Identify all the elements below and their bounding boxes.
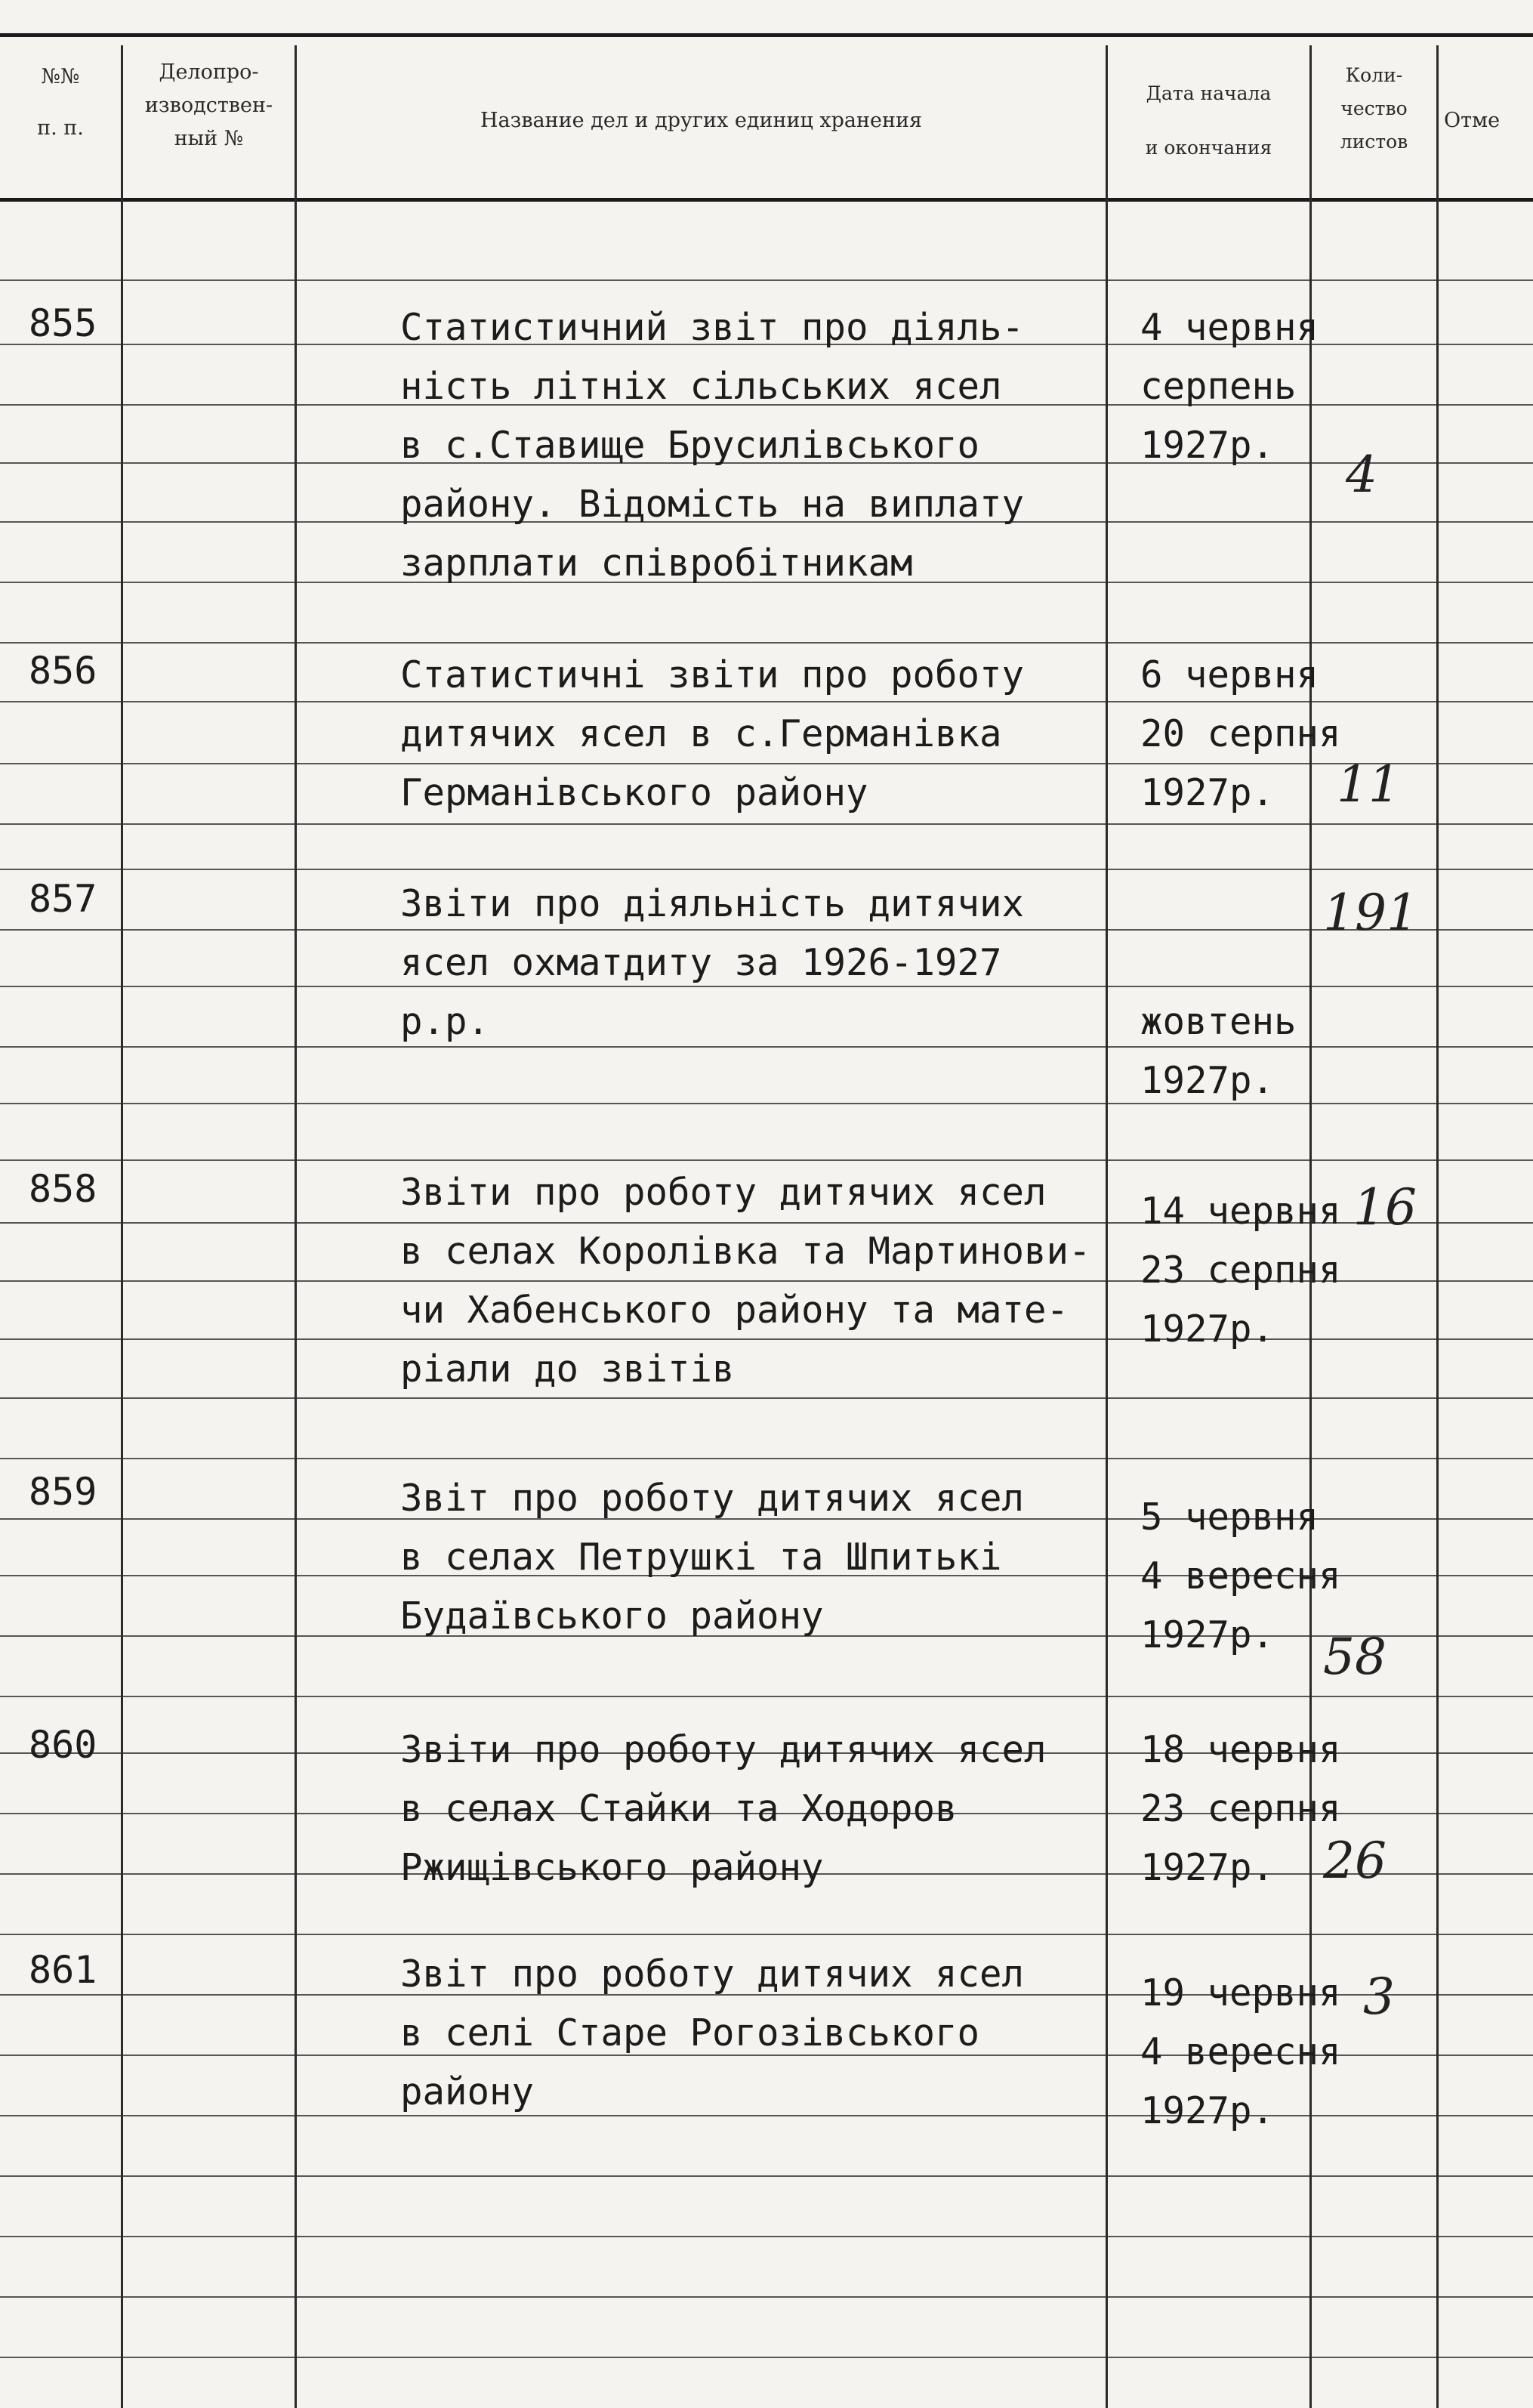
ruled-line	[1108, 2357, 1309, 2358]
ruled-line	[1439, 1575, 1533, 1576]
ruled-line	[1439, 2115, 1533, 2116]
ruled-line	[0, 1103, 121, 1104]
ruled-line	[123, 1575, 295, 1576]
record-dates: 18 червня 23 серпня 1927р.	[1140, 1728, 1341, 1889]
ruled-line	[1312, 1458, 1436, 1459]
record-number: 855	[29, 301, 97, 345]
ruled-line	[123, 642, 295, 644]
ruled-line	[1439, 1696, 1533, 1697]
ruled-line	[123, 1813, 295, 1814]
record-sheet-count: 16	[1353, 1178, 1417, 1236]
ruled-line	[0, 404, 121, 406]
record-title: Звіти про роботу дитячих ясел в селах Королівка та Мартинови- чи Хабенського району та мате- ріали до звітів	[400, 1171, 1091, 1391]
ruled-line	[297, 869, 1106, 870]
ruled-line	[123, 823, 295, 825]
ruled-line	[1439, 986, 1533, 987]
ruled-line	[1108, 1159, 1309, 1161]
ruled-line	[1312, 1696, 1436, 1697]
record-number: 857	[29, 877, 97, 921]
ruled-line	[297, 1458, 1106, 1459]
ruled-line	[297, 1103, 1106, 1104]
ruled-line	[123, 929, 295, 931]
ruled-line	[0, 1518, 121, 1520]
record-title: Статистичний звіт про діяль- ність літніх сільських ясел в с.Ставище Брусилівського району. Відомість на виплату зарплати співробітникам	[400, 306, 1025, 585]
ruled-line	[1108, 521, 1309, 523]
ruled-line	[123, 2115, 295, 2116]
ruled-line	[1439, 1046, 1533, 1048]
ruled-line	[0, 521, 121, 523]
ruled-line	[1439, 1994, 1533, 1996]
ruled-line	[0, 462, 121, 464]
header-col-dates: Дата начала и окончания	[1145, 82, 1272, 159]
header-bottom-border	[0, 198, 1533, 202]
ruled-line	[0, 1159, 121, 1161]
ruled-line	[123, 701, 295, 702]
ruled-line	[123, 521, 295, 523]
ruled-line	[0, 929, 121, 931]
ruled-line	[1312, 1159, 1436, 1161]
ruled-line	[0, 2236, 121, 2237]
ruled-line	[1312, 521, 1436, 523]
ruled-line	[0, 2357, 121, 2358]
column-divider	[1436, 45, 1439, 2408]
ruled-line	[123, 1518, 295, 1520]
record-title: Звіти про роботу дитячих ясел в селах Стайки та Ходоров Ржищівського району	[400, 1728, 1047, 1889]
ruled-line	[0, 1338, 121, 1340]
ruled-line	[1439, 1934, 1533, 1935]
ruled-line	[1108, 1934, 1309, 1935]
ruled-line	[1312, 986, 1436, 987]
ruled-line	[1108, 1696, 1309, 1697]
ruled-line	[1439, 2296, 1533, 2298]
ruled-line	[1439, 1159, 1533, 1161]
ruled-line	[1312, 869, 1436, 870]
ruled-line	[1439, 279, 1533, 281]
ruled-line	[123, 1338, 295, 1340]
ruled-line	[1108, 279, 1309, 281]
ruled-line	[0, 1813, 121, 1814]
ruled-line	[1312, 404, 1436, 406]
record-sheet-count: 3	[1363, 1968, 1395, 2026]
ruled-line	[297, 1159, 1106, 1161]
ruled-line	[0, 1934, 121, 1935]
ruled-line	[1439, 1752, 1533, 1754]
ruled-line	[123, 1994, 295, 1996]
ruled-line	[1439, 2175, 1533, 2177]
record-number: 858	[29, 1167, 97, 1211]
record-dates: жовтень 1927р.	[1140, 1000, 1297, 1102]
record-dates: 6 червня 20 серпня 1927р.	[1140, 653, 1341, 814]
ruled-line	[1439, 2236, 1533, 2237]
ruled-line	[0, 1873, 121, 1875]
ruled-line	[1439, 1280, 1533, 1282]
ruled-line	[1312, 642, 1436, 644]
ruled-line	[1312, 1397, 1436, 1399]
ruled-line	[123, 1752, 295, 1754]
record-sheet-count: 58	[1323, 1628, 1386, 1686]
ruled-line	[0, 1994, 121, 1996]
ruled-line	[123, 1280, 295, 1282]
header-col-count: Коли- чество листов	[1340, 64, 1408, 153]
header-top-border	[0, 33, 1533, 37]
ruled-line	[0, 1222, 121, 1224]
ruled-line	[123, 869, 295, 870]
header-col-title: Название дел и других единиц хранения	[480, 109, 923, 132]
ruled-line	[297, 279, 1106, 281]
ruled-line	[1108, 1458, 1309, 1459]
ruled-line	[0, 1575, 121, 1576]
record-number: 856	[29, 649, 97, 693]
ruled-line	[0, 1696, 121, 1697]
ruled-line	[123, 1458, 295, 1459]
ruled-line	[123, 404, 295, 406]
ruled-line	[123, 1873, 295, 1875]
ruled-line	[1439, 2357, 1533, 2358]
ruled-line	[0, 2115, 121, 2116]
ruled-line	[1108, 1397, 1309, 1399]
ruled-line	[1439, 1873, 1533, 1875]
ruled-line	[1312, 1046, 1436, 1048]
ruled-line	[1439, 1338, 1533, 1340]
ruled-line	[0, 642, 121, 644]
ruled-line	[1312, 2357, 1436, 2358]
ruled-line	[123, 2055, 295, 2056]
ruled-line	[123, 1159, 295, 1161]
ruled-line	[1312, 2175, 1436, 2177]
ruled-line	[123, 1696, 295, 1697]
record-number: 861	[29, 1948, 97, 1992]
ruled-line	[297, 2175, 1106, 2177]
ruled-line	[1439, 582, 1533, 583]
ruled-line	[1439, 1518, 1533, 1520]
record-dates: 5 червня 4 вересня 1927р.	[1140, 1496, 1341, 1656]
ruled-line	[297, 1934, 1106, 1935]
ruled-line	[1439, 1222, 1533, 1224]
record-title: Звіт про роботу дитячих ясел в селі Старе Рогозівського району	[400, 1953, 1025, 2113]
ruled-line	[1439, 1458, 1533, 1459]
record-sheet-count: 191	[1323, 884, 1418, 942]
record-sheet-count: 4	[1346, 446, 1377, 504]
ruled-line	[0, 1458, 121, 1459]
ruled-line	[0, 1280, 121, 1282]
ruled-line	[1312, 1934, 1436, 1935]
ruled-line	[1439, 869, 1533, 870]
ruled-line	[0, 2296, 121, 2298]
header-col-number: №№ п. п.	[37, 65, 84, 140]
column-divider	[121, 45, 123, 2408]
ruled-line	[0, 2175, 121, 2177]
ruled-line	[123, 2236, 295, 2237]
column-divider	[295, 45, 297, 2408]
ruled-line	[123, 1046, 295, 1048]
ruled-line	[1439, 763, 1533, 764]
ruled-line	[123, 2175, 295, 2177]
ruled-line	[1439, 1635, 1533, 1637]
ruled-line	[0, 869, 121, 870]
record-number: 859	[29, 1470, 97, 1514]
ruled-line	[0, 582, 121, 583]
ruled-line	[123, 462, 295, 464]
ruled-line	[123, 1934, 295, 1935]
ruled-line	[1312, 2296, 1436, 2298]
ruled-line	[1108, 2175, 1309, 2177]
record-sheet-count: 26	[1323, 1832, 1386, 1890]
ruled-line	[123, 1635, 295, 1637]
ruled-line	[1439, 462, 1533, 464]
ruled-line	[1439, 823, 1533, 825]
ruled-line	[1108, 2236, 1309, 2237]
ruled-line	[1439, 521, 1533, 523]
ruled-line	[123, 279, 295, 281]
ruled-line	[123, 1222, 295, 1224]
record-sheet-count: 11	[1337, 755, 1400, 813]
ruled-line	[0, 986, 121, 987]
record-dates: 14 червня 23 серпня 1927р.	[1140, 1190, 1341, 1351]
header-col-office-number: Делопро- изводствен- ный №	[144, 60, 273, 150]
ruled-line	[1312, 1103, 1436, 1104]
ruled-line	[0, 763, 121, 764]
ruled-line	[123, 986, 295, 987]
ruled-line	[1439, 1397, 1533, 1399]
ruled-line	[0, 279, 121, 281]
ruled-line	[1439, 1813, 1533, 1814]
ruled-line	[297, 2357, 1106, 2358]
ruled-line	[1108, 823, 1309, 825]
record-dates: 19 червня 4 вересня 1927р.	[1140, 1971, 1341, 2132]
ruled-line	[123, 344, 295, 345]
ruled-line	[1439, 701, 1533, 702]
ruled-line	[297, 2236, 1106, 2237]
ruled-line	[0, 701, 121, 702]
ruled-line	[1108, 582, 1309, 583]
ruled-line	[1439, 642, 1533, 644]
ruled-line	[297, 823, 1106, 825]
ruled-line	[123, 1103, 295, 1104]
ruled-line	[1108, 2296, 1309, 2298]
ruled-line	[1312, 2236, 1436, 2237]
ruled-line	[123, 2357, 295, 2358]
ruled-line	[0, 823, 121, 825]
ruled-line	[1439, 344, 1533, 345]
ruled-line	[0, 1635, 121, 1637]
record-number: 860	[29, 1723, 97, 1767]
ruled-line	[1312, 279, 1436, 281]
ruled-line	[1312, 582, 1436, 583]
ruled-line	[1439, 1103, 1533, 1104]
ruled-line	[1439, 2055, 1533, 2056]
record-title: Звіт про роботу дитячих ясел в селах Петрушкі та Шпитькі Будаївського району	[400, 1477, 1025, 1638]
ruled-line	[0, 1046, 121, 1048]
header-col-notes: Отме	[1444, 109, 1501, 132]
ruled-line	[297, 642, 1106, 644]
ruled-line	[1439, 404, 1533, 406]
ruled-line	[123, 582, 295, 583]
ruled-line	[297, 1696, 1106, 1697]
ruled-line	[1312, 823, 1436, 825]
ruled-line	[1108, 869, 1309, 870]
record-dates: 4 червня серпень 1927р.	[1140, 306, 1319, 467]
ruled-line	[0, 1397, 121, 1399]
ruled-line	[0, 2055, 121, 2056]
ruled-line	[1439, 929, 1533, 931]
ruled-line	[123, 1397, 295, 1399]
ruled-line	[123, 2296, 295, 2298]
record-title: Звіти про діяльність дитячих ясел охматдиту за 1926-1927 р.р.	[400, 882, 1025, 1043]
record-title: Статистичні звіти про роботу дитячих ясел в с.Германівка Германівського району	[400, 653, 1025, 814]
ruled-line	[123, 763, 295, 764]
ruled-line	[297, 2296, 1106, 2298]
ruled-line	[1108, 642, 1309, 644]
ruled-line	[1312, 344, 1436, 345]
